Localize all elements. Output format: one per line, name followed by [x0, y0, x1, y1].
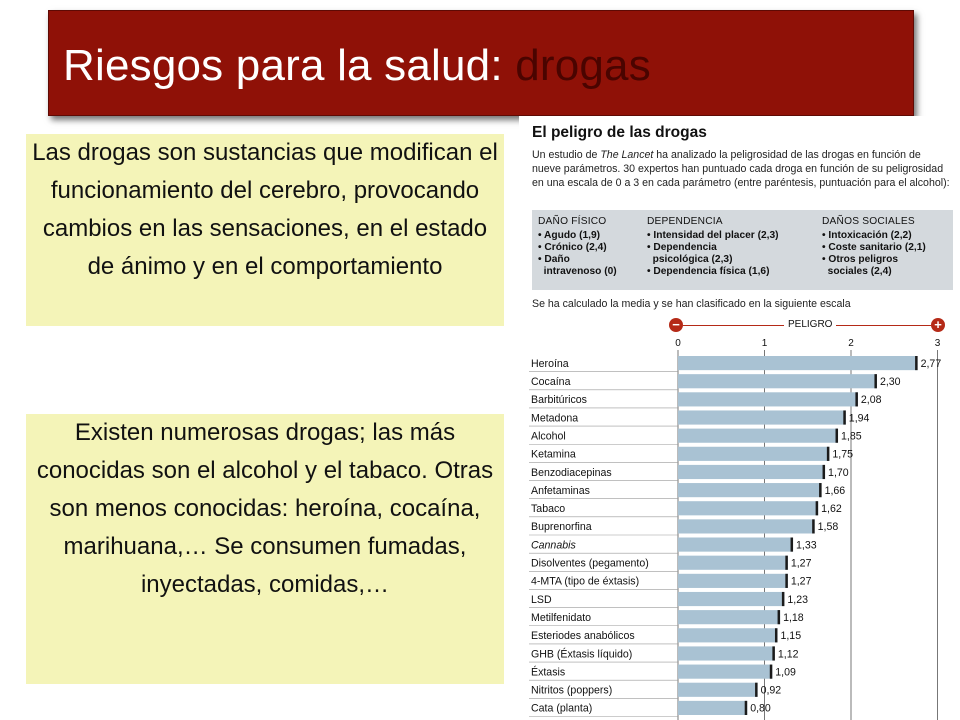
- tick-label: 0: [675, 338, 681, 349]
- category-label: Ketamina: [531, 448, 576, 461]
- danger-bar: [678, 574, 788, 588]
- bar-end-marker: [819, 483, 822, 497]
- value-label: 1,75: [832, 448, 853, 461]
- category-label: Nitritos (poppers): [531, 684, 613, 697]
- danger-bar: [678, 610, 780, 624]
- value-label: 2,08: [860, 394, 882, 407]
- dependence-header: DEPENDENCIA: [647, 216, 723, 227]
- danger-label: PELIGRO: [784, 319, 836, 330]
- category-label: Cata (planta): [531, 702, 593, 715]
- value-label: 0,80: [750, 702, 771, 715]
- category-label: Buprenorfina: [531, 521, 592, 534]
- bar-end-marker: [785, 556, 788, 570]
- category-label: Benzodiacepinas: [531, 466, 612, 479]
- value-label: 1,66: [824, 484, 846, 497]
- bar-end-marker: [772, 646, 775, 660]
- category-label: LSD: [531, 593, 552, 606]
- desc-source: The Lancet: [600, 149, 654, 161]
- danger-bar: [678, 519, 815, 533]
- value-label: 1,58: [817, 521, 839, 534]
- dependence-item: • Dependencia: [647, 242, 717, 253]
- bar-end-marker: [827, 447, 830, 461]
- bar-end-marker: [775, 628, 778, 642]
- social-damage-item: • Otros peligros: [822, 254, 899, 265]
- danger-bar: [678, 356, 918, 370]
- value-label: 1,12: [777, 648, 799, 661]
- drug-danger-infographic: [519, 116, 960, 720]
- infographic-title: El peligro de las drogas: [532, 124, 707, 141]
- danger-bar: [678, 410, 846, 424]
- value-label: 1,70: [828, 466, 849, 479]
- bar-end-marker: [791, 538, 794, 552]
- category-label: Cannabis: [531, 539, 576, 552]
- value-label: 1,62: [821, 503, 842, 516]
- category-label: Metadona: [531, 412, 579, 425]
- bar-end-marker: [770, 665, 773, 679]
- category-label: Alcohol: [531, 430, 566, 443]
- bar-end-marker: [843, 410, 846, 424]
- danger-bar: [678, 465, 825, 479]
- plus-icon: +: [931, 318, 945, 332]
- dependence-item: • Dependencia física (1,6): [647, 266, 770, 277]
- examples-paragraph: Existen numerosas drogas; las más conocidas son el alcohol y el tabaco. Otras son menos conocidas: heroína, cocaína, marihuana,… Se consumen fumadas, inyectadas, comidas,…: [36, 419, 494, 598]
- bar-end-marker: [874, 374, 877, 388]
- value-label: 1,23: [787, 593, 809, 606]
- danger-bar: [678, 665, 772, 679]
- value-label: 2,30: [879, 376, 901, 389]
- intro-text-box: [26, 134, 504, 326]
- value-label: 1,85: [841, 430, 862, 443]
- value-label: 0,92: [760, 684, 782, 697]
- danger-bar: [678, 538, 793, 552]
- bar-end-marker: [745, 701, 748, 715]
- danger-bar: [678, 483, 822, 497]
- value-label: 1,15: [780, 630, 802, 643]
- danger-bar: [678, 701, 747, 715]
- category-label: GHB (Éxtasis líquido): [531, 648, 633, 661]
- value-label: 1,94: [848, 412, 870, 425]
- value-label: 1,27: [790, 575, 812, 588]
- bar-end-marker: [855, 392, 858, 406]
- bar-end-marker: [836, 429, 839, 443]
- examples-text-box: [26, 414, 504, 684]
- category-label: 4-MTA (tipo de éxtasis): [531, 575, 640, 588]
- bar-end-marker: [755, 683, 758, 697]
- tick-label: 1: [761, 338, 768, 349]
- social-damage-item: • Coste sanitario (2,1): [822, 242, 926, 253]
- danger-bar: [678, 447, 829, 461]
- category-label: Esteriodes anabólicos: [531, 630, 635, 643]
- danger-bar-chart: [519, 116, 960, 720]
- slide-title-accent: drogas: [515, 41, 651, 90]
- bar-end-marker: [785, 574, 788, 588]
- category-label: Barbitúricos: [531, 394, 587, 407]
- value-label: 1,18: [783, 611, 804, 624]
- dependence-item: psicológica (2,3): [647, 254, 733, 265]
- desc-after: ha analizado la peligrosidad de las drogas en función de nueve parámetros. 30 expertos han puntuado cada droga en función de su peligrosidad en una escala de 0 a 3 en cada parámetro (entre paréntesis, puntuación para el alcohol):: [532, 149, 950, 189]
- danger-bar: [678, 374, 877, 388]
- danger-bar: [678, 501, 818, 515]
- tick-label: 2: [848, 338, 854, 349]
- danger-bar: [678, 646, 775, 660]
- danger-bar: [678, 556, 788, 570]
- slide-title: [63, 41, 651, 91]
- slide-title-bar: [48, 10, 914, 116]
- minus-icon: −: [669, 318, 683, 332]
- dependence-item: • Intensidad del placer (2,3): [647, 230, 779, 241]
- danger-bar: [678, 683, 758, 697]
- value-label: 2,77: [920, 357, 942, 370]
- danger-bar: [678, 429, 838, 443]
- category-label: Metilfenidato: [531, 611, 592, 624]
- danger-bar: [678, 392, 858, 406]
- social-damage-item: sociales (2,4): [822, 266, 892, 277]
- category-label: Tabaco: [531, 503, 566, 516]
- bar-end-marker: [816, 501, 819, 515]
- desc-before: Un estudio de: [532, 149, 601, 161]
- scale-note: Se ha calculado la media y se han clasificado en la siguiente escala: [532, 298, 851, 310]
- social-damage-item: • Intoxicación (2,2): [822, 230, 912, 241]
- bar-end-marker: [778, 610, 781, 624]
- value-label: 1,09: [775, 666, 796, 679]
- social-damage-header: DAÑOS SOCIALES: [822, 216, 915, 227]
- category-label: Disolventes (pegamento): [531, 557, 649, 570]
- physical-damage-item: intravenoso (0): [538, 266, 617, 277]
- category-label: Éxtasis: [531, 666, 566, 679]
- bar-end-marker: [812, 519, 815, 533]
- intro-paragraph: Las drogas son sustancias que modifican el funcionamiento del cerebro, provocando cambios en las sensaciones, en el estado de ánimo y en el comportamiento: [32, 139, 498, 280]
- bar-end-marker: [782, 592, 785, 606]
- bar-end-marker: [823, 465, 826, 479]
- category-label: Anfetaminas: [531, 484, 590, 497]
- category-label: Cocaína: [531, 376, 571, 389]
- slide-title-main: Riesgos para la salud:: [63, 41, 516, 90]
- value-label: 1,27: [790, 557, 812, 570]
- bar-end-marker: [915, 356, 918, 370]
- physical-damage-header: DAÑO FÍSICO: [538, 216, 607, 227]
- value-label: 1,33: [796, 539, 817, 552]
- category-label: Heroína: [531, 357, 569, 370]
- physical-damage-item: • Daño: [538, 254, 570, 265]
- physical-damage-item: • Crónico (2,4): [538, 242, 607, 253]
- danger-bar: [678, 592, 784, 606]
- tick-label: 3: [934, 338, 941, 349]
- physical-damage-item: • Agudo (1,9): [538, 230, 601, 241]
- danger-bar: [678, 628, 777, 642]
